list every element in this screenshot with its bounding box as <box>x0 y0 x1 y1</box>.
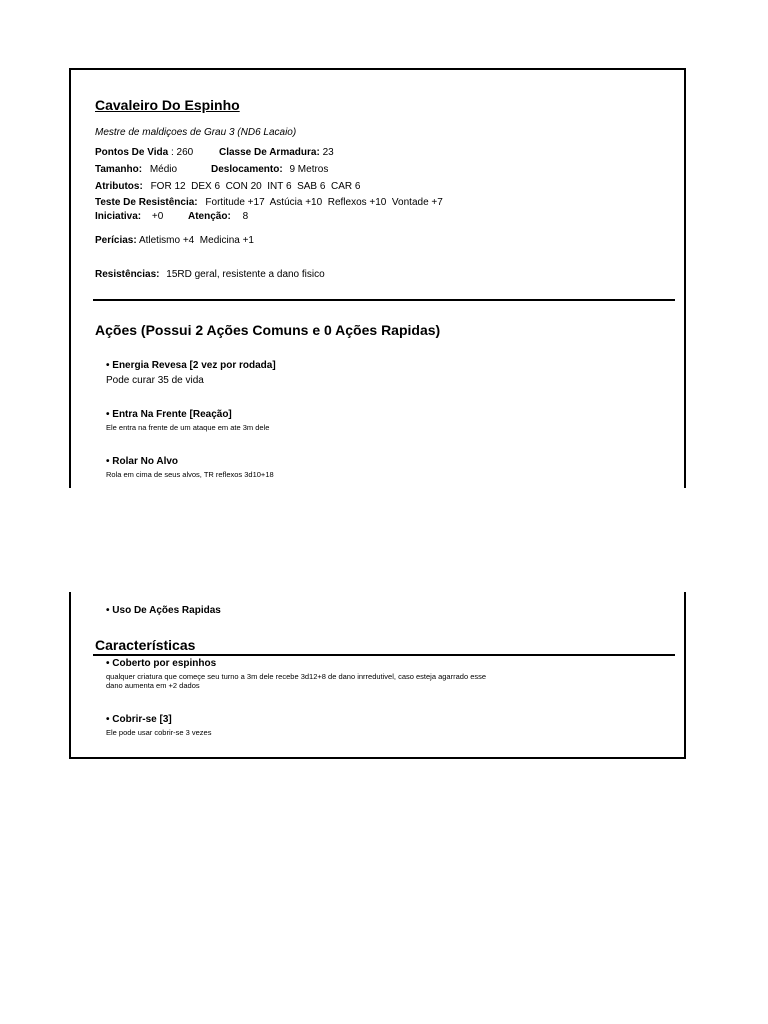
pericias-value: Atletismo +4 Medicina +1 <box>138 235 254 246</box>
atributos-line <box>95 181 360 192</box>
resistencias-line <box>95 269 325 280</box>
pv-label: Pontos De Vida <box>95 147 169 158</box>
acao-desc: Ele entra na frente de um ataque em ate 3m dele <box>106 423 270 432</box>
iniciativa-value: +0 <box>151 211 164 222</box>
deslocamento-label: Deslocamento: <box>211 164 283 175</box>
teste-resistencia-value: Fortitude +17 Astúcia +10 Reflexos +10 Vontade +7 <box>205 197 443 208</box>
ca-value: 23 <box>322 147 334 158</box>
pericias-line <box>95 235 254 246</box>
acao-desc: Pode curar 35 de vida <box>106 375 204 386</box>
acao-desc: Rola em cima de seus alvos, TR reflexos 3d10+18 <box>106 470 274 479</box>
tamanho-line <box>95 164 177 175</box>
caracteristicas-heading: Características <box>95 637 196 653</box>
pv-value: : 260 <box>170 147 194 158</box>
caracteristica-desc: dano aumenta em +2 dados <box>106 681 200 690</box>
caracteristica-title: • Coberto por espinhos <box>106 658 217 669</box>
deslocamento-value: 9 Metros <box>289 164 329 175</box>
acao-title: • Energia Revesa [2 vez por rodada] <box>106 360 276 371</box>
resistencias-value: 15RD geral, resistente a dano fisico <box>166 269 325 280</box>
ca-line <box>219 147 334 158</box>
atributos-label: Atributos: <box>95 181 143 192</box>
iniciativa-line <box>95 211 163 222</box>
creature-subtitle: Mestre de maldiçoes de Grau 3 (ND6 Lacaio) <box>95 127 297 138</box>
atencao-label: Atenção: <box>188 211 231 222</box>
tamanho-label: Tamanho: <box>95 164 143 175</box>
pv-line <box>95 147 193 158</box>
acoes-heading: Ações (Possui 2 Ações Comuns e 0 Ações Rapidas) <box>95 322 441 338</box>
caracteristicas-rule <box>93 654 675 656</box>
deslocamento-line <box>211 164 328 175</box>
acao-title: • Entra Na Frente [Reação] <box>106 409 232 420</box>
caracteristica-desc: Ele pode usar cobrir-se 3 vezes <box>106 728 212 737</box>
tamanho-value: Médio <box>149 164 178 175</box>
atributos-value: FOR 12 DEX 6 CON 20 INT 6 SAB 6 CAR 6 <box>150 181 361 192</box>
pericias-label: Perícias: <box>95 235 137 246</box>
caracteristica-desc: qualquer criatura que começe seu turno a 3m dele recebe 3d12+8 de dano inrredutivel, caso esteja agarrado esse <box>106 672 487 681</box>
ca-label: Classe De Armadura: <box>219 147 320 158</box>
atencao-line <box>188 211 248 222</box>
acao-title: • Rolar No Alvo <box>106 456 179 467</box>
resistencias-label: Resistências: <box>95 269 160 280</box>
teste-resistencia-label: Teste De Resistência: <box>95 197 198 208</box>
creature-name: Cavaleiro Do Espinho <box>95 97 240 113</box>
iniciativa-label: Iniciativa: <box>95 211 142 222</box>
teste-resistencia-line <box>95 197 443 208</box>
atencao-value: 8 <box>242 211 249 222</box>
acao-title: • Uso De Ações Rapidas <box>106 605 221 616</box>
caracteristica-title: • Cobrir-se [3] <box>106 714 172 725</box>
section-divider <box>93 299 675 301</box>
